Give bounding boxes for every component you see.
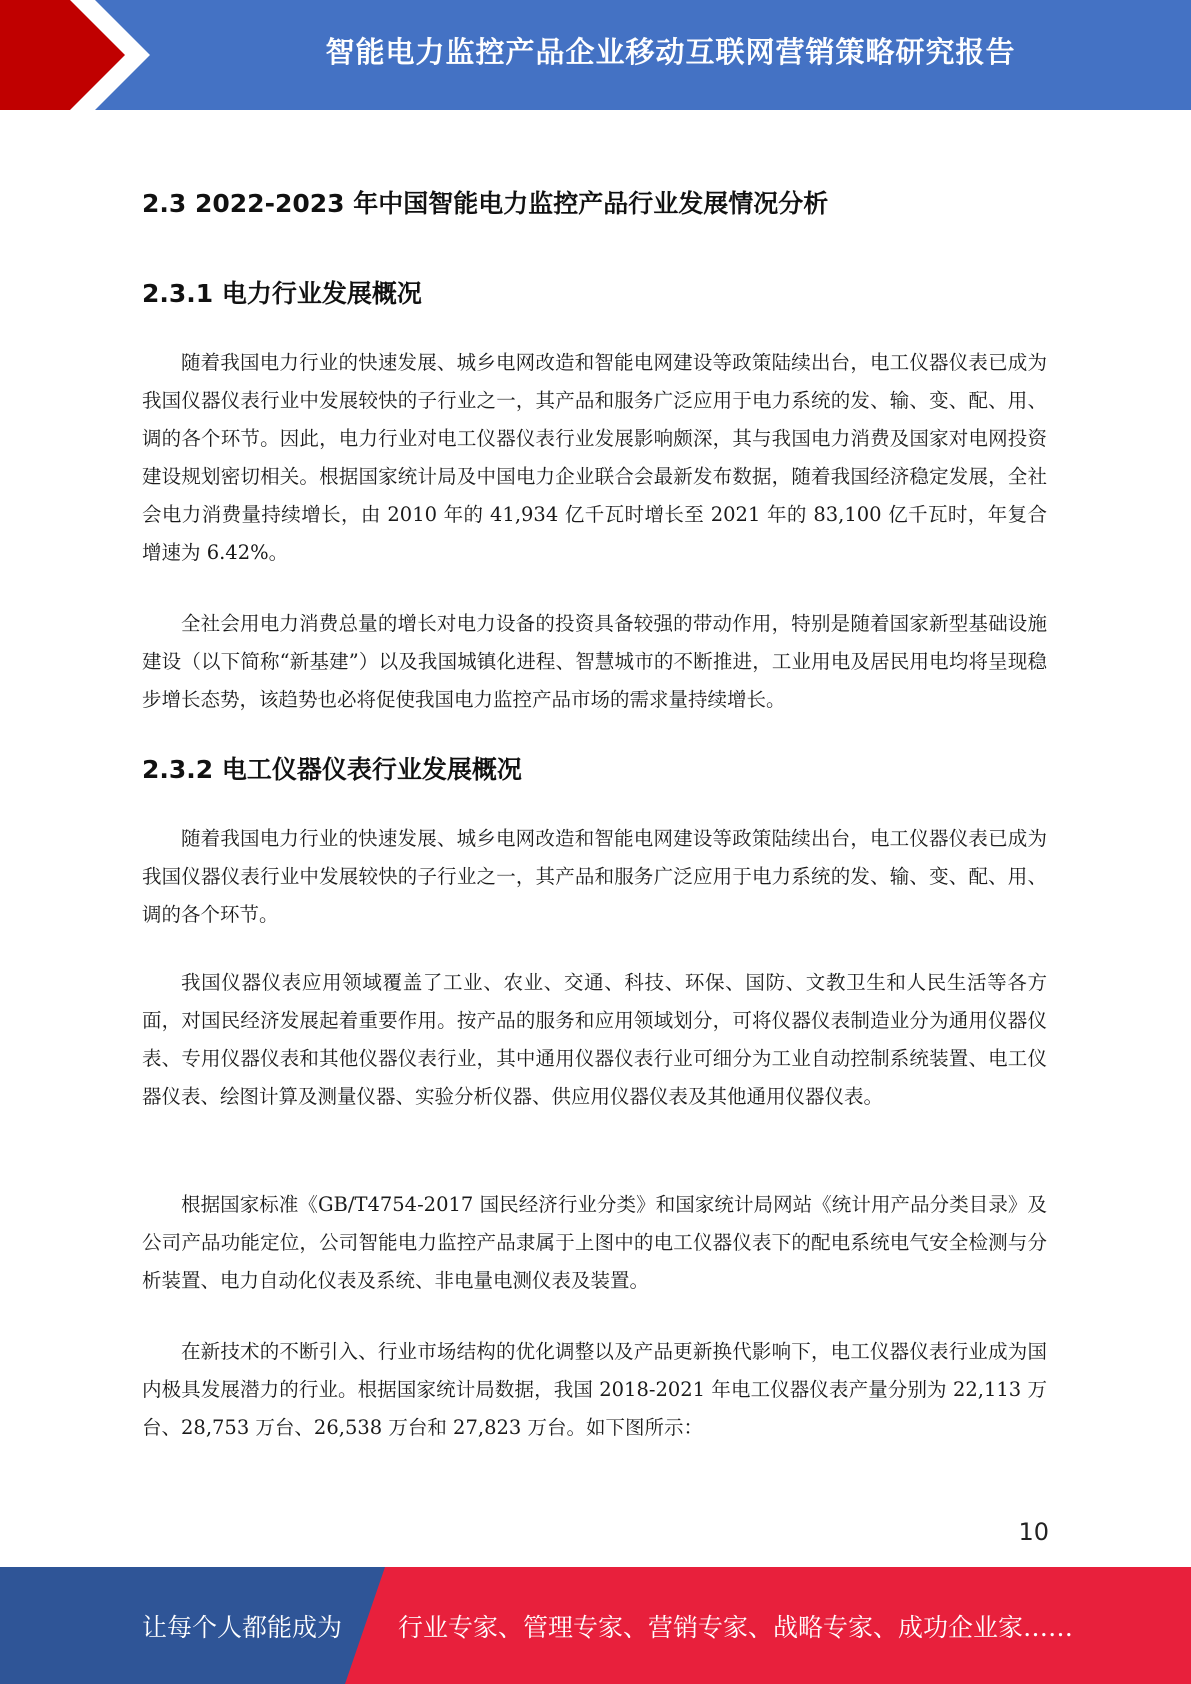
section-heading-2-3-1: 2.3.1 电力行业发展概况 <box>142 279 422 308</box>
paragraph: 随着我国电力行业的快速发展、城乡电网改造和智能电网建设等政策陆续出台，电工仪器仪表已成为我国仪器仪表行业中发展较快的子行业之一，其产品和服务广泛应用于电力系统的发、输、变、配、用、调的各个环节。 <box>142 827 1047 926</box>
paragraph: 随着我国电力行业的快速发展、城乡电网改造和智能电网建设等政策陆续出台，电工仪器仪表已成为我国仪器仪表行业中发展较快的子行业之一，其产品和服务广泛应用于电力系统的发、输、变、配、用、调的各个环节。因此，电力行业对电工仪器仪表行业发展影响颇深，其与我国电力消费及国家对电网投资建设规划密切相关。根据国家统计局及中国电力企业联合会最新发布数据，随着我国经济稳定发展，全社会电力消费量持续增长，由 2010 年的 41,934 亿千瓦时增长至 2021 年的 83,100 亿千瓦时，年复合增速为 6.42%。 <box>142 351 1047 564</box>
page-number: 10 <box>1018 1518 1049 1546</box>
page-header <box>0 0 1191 110</box>
section-heading-2-3: 2.3 2022-2023 年中国智能电力监控产品行业发展情况分析 <box>142 189 829 218</box>
paragraph: 根据国家标准《GB/T4754-2017 国民经济行业分类》和国家统计局网站《统计用产品分类目录》及公司产品功能定位，公司智能电力监控产品隶属于上图中的电工仪器仪表下的配电系统电气安全检测与分析装置、电力自动化仪表及系统、非电量电测仪表及装置。 <box>142 1193 1047 1292</box>
footer-slogan-right: 行业专家、管理专家、营销专家、战略专家、成功企业家…… <box>398 1612 1074 1642</box>
header-arrow-decoration <box>0 0 160 110</box>
paragraph: 全社会用电力消费总量的增长对电力设备的投资具备较强的带动作用，特别是随着国家新型基础设施建设（以下简称“新基建”）以及我国城镇化进程、智慧城市的不断推进，工业用电及居民用电均将呈现稳步增长态势，该趋势也必将促使我国电力监控产品市场的需求量持续增长。 <box>142 612 1047 711</box>
section-heading-2-3-2: 2.3.2 电工仪器仪表行业发展概况 <box>142 755 522 784</box>
paragraph: 在新技术的不断引入、行业市场结构的优化调整以及产品更新换代影响下，电工仪器仪表行业成为国内极具发展潜力的行业。根据国家统计局数据，我国 2018-2021 年电工仪器仪表产量分别为 22,113 万台、28,753 万台、26,538 万台和 27,823 万台。如下图所示： <box>142 1340 1047 1439</box>
report-title: 智能电力监控产品企业移动互联网营销策略研究报告 <box>325 34 1016 69</box>
footer-slogan-left: 让每个人都能成为 <box>142 1612 343 1642</box>
paragraph: 我国仪器仪表应用领域覆盖了工业、农业、交通、科技、环保、国防、文教卫生和人民生活等各方面，对国民经济发展起着重要作用。按产品的服务和应用领域划分，可将仪器仪表制造业分为通用仪器仪表、专用仪器仪表和其他仪器仪表行业，其中通用仪器仪表行业可细分为工业自动控制系统装置、电工仪器仪表、绘图计算及测量仪器、实验分析仪器、供应用仪器仪表及其他通用仪器仪表。 <box>142 971 1047 1108</box>
page-footer <box>0 1567 1191 1684</box>
